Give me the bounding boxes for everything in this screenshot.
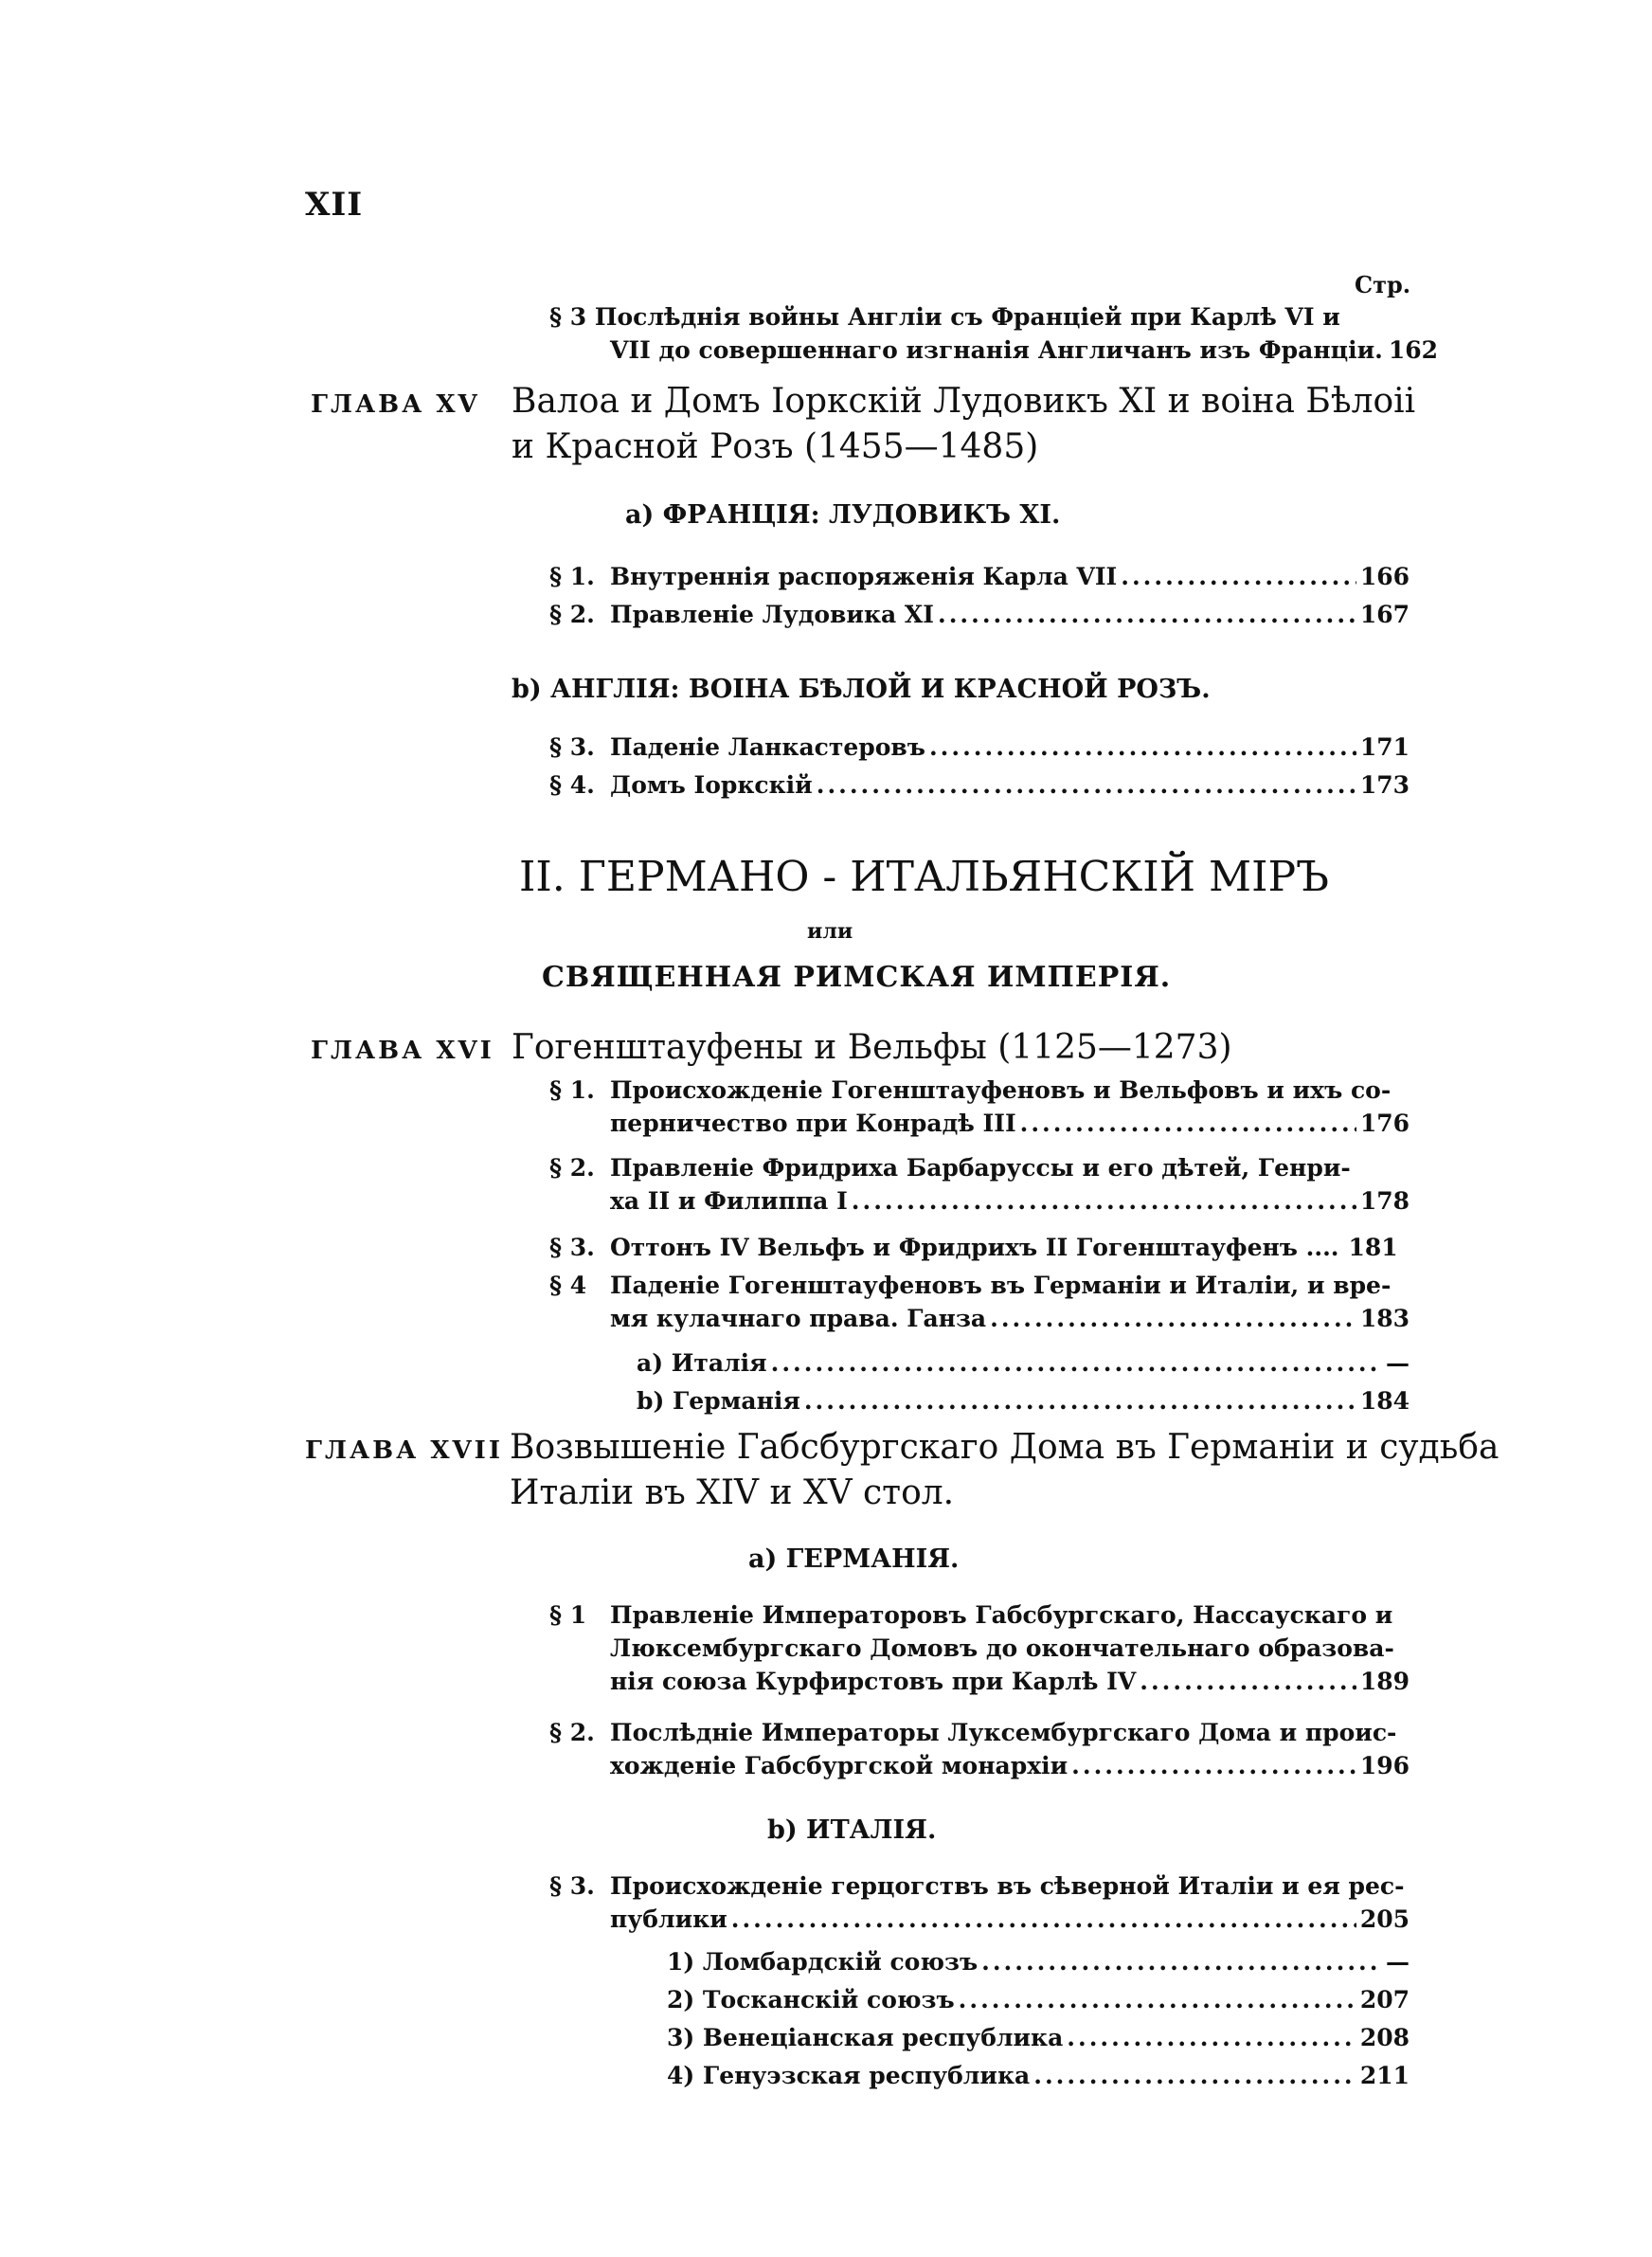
toc-entry-text: 1) Ломбардскій союзъ [667,1948,979,1976]
dot-leader [959,1986,1356,2013]
toc-entry-last-line [610,1305,1410,1332]
toc-entry-text: VII до совершеннаго изгнанія Англичанъ изъ Франціи. [610,336,1383,364]
toc-entry[interactable] [549,1272,1410,1332]
toc-page-number: 167 [1359,601,1410,628]
section-number: § 2. [549,1154,595,1182]
dot-leader [1121,563,1356,590]
toc-entry[interactable] [549,1234,1410,1261]
chapter-label: ГЛАВА XV [311,390,480,419]
toc-entry[interactable] [549,1154,1410,1215]
toc-entry-text: Люксембургскаго Домовъ до окончательнаго образова- [610,1634,1394,1662]
toc-entry-text: мя кулачнаго права. Ганза [610,1305,987,1332]
toc-entry[interactable] [549,771,1410,799]
subsection-heading: а) ФРАНЦІЯ: ЛУДОВИКЪ XI. [625,500,1061,530]
dot-leader [852,1187,1356,1215]
chapter-title[interactable] [510,1425,1499,1516]
toc-subentry[interactable] [637,1387,1410,1415]
section-number: § 3. [549,1234,595,1261]
toc-entry-last-line [610,1668,1410,1695]
chapter-title[interactable]: Гогенштауфены и Вельфы (1125—1273) [512,1028,1232,1067]
toc-entry-text: хожденіе Габсбургской монархіи [610,1752,1068,1779]
toc-entry-text: публики [610,1905,727,1933]
toc-entry[interactable] [549,1076,1410,1137]
chapter-title[interactable] [512,379,1415,470]
dot-leader [1067,2024,1356,2051]
toc-page-number: 183 [1359,1305,1410,1332]
toc-entry-last-line [610,1752,1410,1779]
dot-leader [1140,1668,1356,1695]
chapter-title-line: Италіи въ XIV и XV стол. [510,1473,955,1512]
toc-entry-text: Послѣдніе Императоры Луксембургскаго Дома и проис- [610,1719,1397,1746]
toc-page-number: 171 [1359,733,1410,761]
toc-page-number: 189 [1359,1668,1410,1695]
toc-entry-text: ха II и Филиппа I [610,1187,848,1215]
toc-page-number: 176 [1359,1110,1410,1137]
toc-entry[interactable] [549,1719,1410,1779]
part-title: II. ГЕРМАНО - ИТАЛЬЯНСКІЙ МІРЪ [519,853,1330,901]
toc-entry-text: Домъ Іоркскій [610,771,813,799]
toc-subentry[interactable] [667,2062,1410,2089]
toc-entry-wars[interactable] [549,303,1439,364]
dot-leader [817,771,1356,799]
toc-entry-last-line [610,1187,1410,1215]
toc-page-number: 208 [1359,2024,1410,2051]
toc-entry[interactable] [549,563,1410,590]
toc-entry-text: Правленіе Лудовика XI [610,601,935,628]
toc-page-number: 196 [1359,1752,1410,1779]
toc-entry-text: Внутреннія распоряженія Карла VII [610,563,1118,590]
toc-subentry[interactable] [667,1986,1410,2013]
part-or: или [807,919,853,944]
toc-entry-text: Паденіе Ланкастеровъ [610,733,925,761]
dot-leader [731,1905,1356,1933]
chapter-title-line: и Красной Розъ (1455—1485) [512,427,1039,466]
dot-leader [929,733,1356,761]
subsection-heading: b) АНГЛІЯ: ВОІНА БѢЛОЙ И КРАСНОЙ РОЗЪ. [512,675,1211,704]
dot-leader [1033,2062,1356,2089]
section-number: § 1 [549,1601,587,1629]
toc-page-number: 162 [1388,336,1439,364]
toc-entry[interactable] [549,1872,1410,1933]
toc-entry-text: нія союза Курфирстовъ при Карлѣ IV [610,1668,1137,1695]
toc-entry-last-line [610,1905,1410,1933]
section-number: § 4 [549,1272,587,1299]
toc-page-number: — [1386,1349,1410,1377]
toc-subentry[interactable] [637,1349,1410,1377]
toc-page-number: 211 [1359,2062,1410,2089]
toc-page-number: — [1386,1948,1410,1976]
dot-leader [771,1349,1382,1377]
toc-page-number: 178 [1359,1187,1410,1215]
toc-entry-text: 4) Генуэзская республика [667,2062,1031,2089]
section-number: § 3. [549,1872,595,1900]
toc-entry-text: Оттонъ IV Вельфъ и Фридрихъ II Гогенштауфенъ .... [610,1234,1339,1261]
toc-entry-text: Паденіе Гогенштауфеновъ въ Германіи и Италіи, и вре- [610,1272,1392,1299]
toc-entry-text: перничество при Конрадѣ III [610,1110,1016,1137]
page-column-header: Стр. [1355,271,1411,298]
toc-page-number: 166 [1359,563,1410,590]
dot-leader [938,601,1356,628]
subsection-heading: а) ГЕРМАНІЯ. [748,1544,960,1574]
toc-subentry[interactable] [667,1948,1410,1976]
toc-page-number: 173 [1359,771,1410,799]
chapter-title-line: Валоа и Домъ Іоркскій Лудовикъ XI и воіна Бѣлоіі [512,382,1416,421]
section-number: § 1. [549,1076,595,1104]
toc-entry-text: b) Германія [637,1387,800,1415]
toc-entry-text: Происхожденіе герцогствъ въ сѣверной Италіи и ея рес- [610,1872,1405,1900]
toc-entry-text: Происхожденіе Гогенштауфеновъ и Вельфовъ и ихъ со- [610,1076,1392,1104]
section-number: § 1. [549,563,595,590]
toc-page-number: 184 [1359,1387,1410,1415]
section-number: § 2. [549,1719,595,1746]
toc-page-number: 205 [1359,1905,1410,1933]
chapter-label: ГЛАВА XVII [305,1436,503,1465]
section-number: § 4. [549,771,595,799]
toc-entry-text: Правленіе Императоровъ Габсбургскаго, Нассаускаго и [610,1601,1393,1629]
part-subtitle: СВЯЩЕННАЯ РИМСКАЯ ИМПЕРІЯ. [542,961,1172,994]
toc-entry[interactable] [549,1601,1410,1695]
toc-page-number: 207 [1359,1986,1410,2013]
dot-leader [981,1948,1382,1976]
dot-leader [1020,1110,1356,1137]
dot-leader [804,1387,1356,1415]
toc-entry[interactable] [549,733,1410,761]
chapter-title-line: Возвышеніе Габсбургскаго Дома въ Германіи и судьба [510,1428,1499,1467]
toc-subentry[interactable] [667,2024,1410,2051]
toc-entry-text: а) Италія [637,1349,767,1377]
toc-entry-last-line [610,1110,1410,1137]
toc-entry[interactable] [549,601,1410,628]
section-number: § 3. [549,733,595,761]
toc-entry-text: 2) Тосканскій союзъ [667,1986,955,2013]
page-number: XII [305,186,364,224]
chapter-label: ГЛАВА XVI [311,1037,494,1065]
toc-entry-text: 3) Венеціанская республика [667,2024,1064,2051]
toc-entry-line: § 3 Послѣднія войны Англіи съ Франціей при Карлѣ VI и [549,303,1340,331]
toc-page-number: 181 [1348,1234,1398,1261]
subsection-heading: b) ИТАЛІЯ. [767,1815,937,1845]
toc-entry-last-line [610,336,1439,364]
toc-entry-text: Правленіе Фридриха Барбаруссы и его дѣтей, Генри- [610,1154,1351,1182]
section-number: § 2. [549,601,595,628]
dot-leader [1071,1752,1356,1779]
dot-leader [990,1305,1356,1332]
